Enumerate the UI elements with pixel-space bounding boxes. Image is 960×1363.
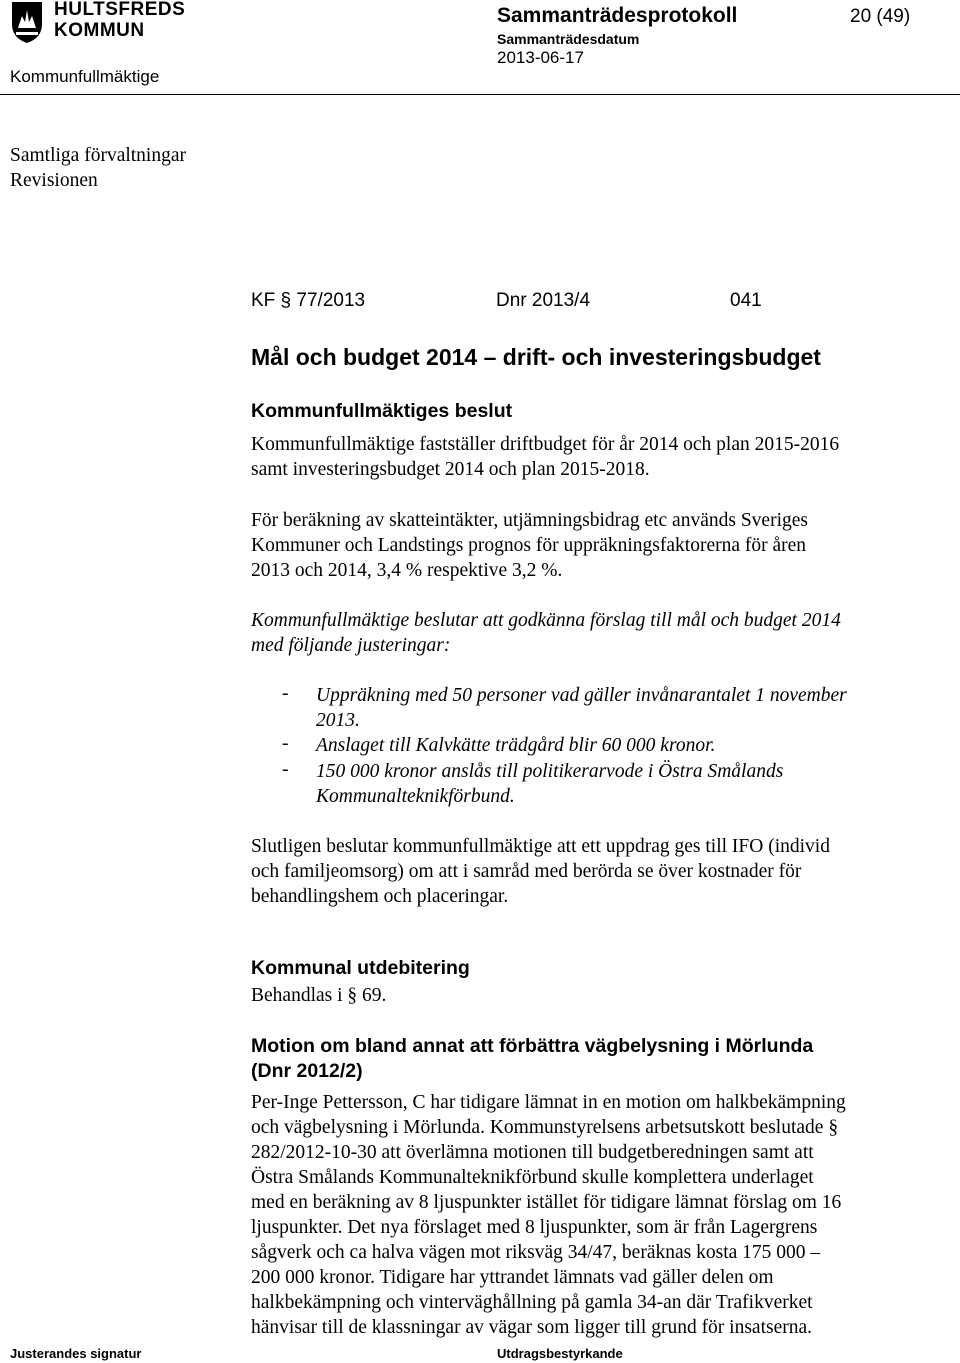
text-line: och familjeomsorg) om att i samråd med berörda se över kostnader för <box>251 861 802 882</box>
text-line: Kommuner och Landstings prognos för uppräkningsfaktorerna för åren <box>251 535 807 556</box>
text-line: sågverk och ca halva vägen mot riksväg 34/47, beräknas kosta 175 000 – <box>251 1242 821 1263</box>
text-line: För beräkning av skatteintäkter, utjämningsbidrag etc används Sveriges <box>251 510 808 531</box>
text-line: med följande justeringar: <box>251 635 451 656</box>
extract-certification-label: Utdragsbestyrkande <box>497 1346 623 1361</box>
text-line: 2013 och 2014, 3,4 % respektive 3,2 %. <box>251 560 563 581</box>
section-heading-utdebitering: Kommunal utdebitering <box>251 957 470 979</box>
text-line: 150 000 kronor anslås till politikerarvode i Östra Smålands <box>316 761 784 782</box>
decision-heading: Kommunfullmäktiges beslut <box>251 400 513 422</box>
text-line: hänvisar till de klassningar av vägar som ligger till grund för insatserna. <box>251 1317 813 1338</box>
case-code: 041 <box>730 290 762 311</box>
bullet-item <box>316 733 715 758</box>
logo-line1: HULTSFREDS <box>54 0 186 20</box>
text-line: samt investeringsbudget 2014 och plan 2015-2018. <box>251 459 650 480</box>
section-heading-motion <box>251 1034 813 1084</box>
text-line: Uppräkning med 50 personer vad gäller invånarantalet 1 november <box>316 685 847 706</box>
text-line: med en beräkning av 8 ljuspunkter istället för tidigare lämnat förslag om 16 <box>251 1192 842 1213</box>
bullet-marker: - <box>282 683 289 704</box>
recipient-line: Revisionen <box>10 170 98 191</box>
bullet-marker: - <box>282 759 289 780</box>
decision-paragraph-2 <box>251 508 808 583</box>
text-line: 282/2012-10-30 att överlämna motionen till budgetberedningen samt att <box>251 1142 814 1163</box>
bullet-item <box>316 759 783 809</box>
text-line: Anslaget till Kalvkätte trädgård blir 60 000 kronor. <box>316 735 716 756</box>
decision-paragraph-3 <box>251 608 841 658</box>
text-line: Slutligen beslutar kommunfullmäktige att ett uppdrag ges till IFO (individ <box>251 836 830 857</box>
page-number: 20 (49) <box>850 6 911 27</box>
meeting-date-label: Sammanträdesdatum <box>497 31 640 47</box>
document-title: Sammanträdesprotokoll <box>497 4 738 27</box>
case-diary-number: Dnr 2013/4 <box>496 290 591 311</box>
text-line: halkbekämpning och vinterväghållning på gamla 34-an där Trafikverket <box>251 1292 813 1313</box>
case-title: Mål och budget 2014 – drift- och investeringsbudget <box>251 344 821 370</box>
organization-name: Kommunfullmäktige <box>10 67 160 86</box>
text-line: Kommunfullmäktige beslutar att godkänna förslag till mål och budget 2014 <box>251 610 841 631</box>
text-line: Per-Inge Pettersson, C har tidigare lämnat in en motion om halkbekämpning <box>251 1092 846 1113</box>
bullet-marker: - <box>282 733 289 754</box>
text-line: Östra Smålands Kommunalteknikförbund skulle komplettera underlaget <box>251 1167 814 1188</box>
text-line: Kommunfullmäktige fastställer driftbudget för år 2014 och plan 2015-2016 <box>251 434 840 455</box>
motion-paragraph <box>251 1090 846 1340</box>
decision-paragraph-1 <box>251 432 839 482</box>
signature-label: Justerandes signatur <box>10 1346 142 1361</box>
bullet-item <box>316 683 847 733</box>
municipality-logo <box>10 0 186 44</box>
text-line: Kommunalteknikförbund. <box>316 786 515 807</box>
header-divider <box>0 94 960 95</box>
utdebitering-text: Behandlas i § 69. <box>251 985 387 1006</box>
coat-of-arms-icon <box>10 0 44 44</box>
text-line: och vägbelysning i Mörlunda. Kommunstyrelsens arbetsutskott beslutade § <box>251 1117 839 1138</box>
case-paragraph-number: KF § 77/2013 <box>251 290 366 311</box>
heading-line: Motion om bland annat att förbättra vägbelysning i Mörlunda <box>251 1035 814 1057</box>
heading-line: (Dnr 2012/2) <box>251 1060 363 1082</box>
text-line: 200 000 kronor. Tidigare har yttrandet lämnats vad gäller delen om <box>251 1267 774 1288</box>
logo-line2: KOMMUN <box>54 20 145 41</box>
decision-paragraph-4 <box>251 834 830 909</box>
text-line: ljuspunkter. Det nya förslaget med 8 ljuspunkter, som är från Lagergrens <box>251 1217 818 1238</box>
recipient-line: Samtliga förvaltningar <box>10 145 186 166</box>
text-line: 2013. <box>316 710 360 731</box>
meeting-date: 2013-06-17 <box>497 48 584 67</box>
text-line: behandlingshem och placeringar. <box>251 886 509 907</box>
